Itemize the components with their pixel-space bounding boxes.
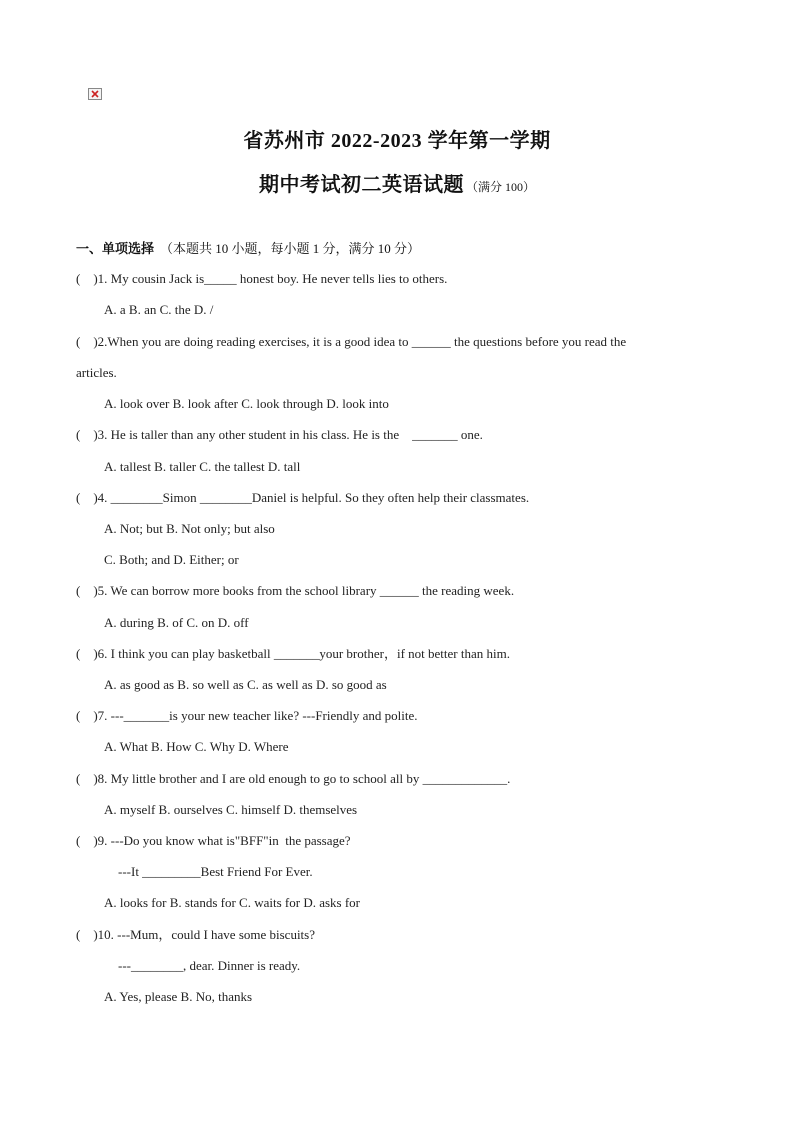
question-10: ( )10. ---Mum，could I have some biscuits? [76, 927, 316, 942]
question-2: ( )2.When you are doing reading exercises, it is a good idea to ______ the questions before you read the [76, 334, 627, 349]
question-7: ( )7. ---_______is your new teacher like? ---Friendly and polite. [76, 708, 418, 723]
question-2-cont: articles. [76, 365, 117, 380]
broken-image-icon [88, 88, 102, 100]
question-8: ( )8. My little brother and I are old enough to go to school all by _____________. [76, 771, 511, 786]
question-1: ( )1. My cousin Jack is_____ honest boy. He never tells lies to others. [76, 271, 448, 286]
question-1-options: A. a B. an C. the D. / [104, 302, 214, 317]
question-10-reply: ---________, dear. Dinner is ready. [118, 958, 301, 973]
question-4-options-b: C. Both; and D. Either; or [104, 552, 239, 567]
subtitle-main: 期中考试初二英语试题 [258, 174, 464, 196]
question-4-options-a: A. Not; but B. Not only; but also [104, 521, 275, 536]
question-8-options: A. myself B. ourselves C. himself D. themselves [104, 802, 358, 817]
score-note: （满分 100） [465, 180, 535, 194]
question-6: ( )6. I think you can play basketball _______your brother，if not better than him. [76, 646, 510, 661]
question-5: ( )5. We can borrow more books from the school library ______ the reading week. [76, 583, 515, 598]
section-heading [76, 238, 420, 257]
page-subtitle [0, 168, 794, 197]
question-9-options: A. looks for B. stands for C. waits for D. asks for [104, 895, 361, 910]
question-6-options: A. as good as B. so well as C. as well as D. so good as [104, 677, 387, 692]
page-title: 省苏州市 2022-2023 学年第一学期 [243, 130, 551, 152]
question-7-options: A. What B. How C. Why D. Where [104, 739, 289, 754]
question-2-options: A. look over B. look after C. look through D. look into [104, 396, 389, 411]
question-3-options: A. tallest B. taller C. the tallest D. tall [104, 459, 301, 474]
question-9: ( )9. ---Do you know what is"BFF"in the passage? [76, 833, 351, 848]
question-3: ( )3. He is taller than any other student in his class. He is the _______ one. [76, 427, 483, 442]
section-title: 一、单项选择 [76, 241, 155, 256]
section-note: （本题共 10 小题，每小题 1 分，满分 10 分） [160, 241, 421, 256]
question-9-reply: ---It _________Best Friend For Ever. [118, 864, 313, 879]
question-4: ( )4. ________Simon ________Daniel is helpful. So they often help their classmates. [76, 490, 530, 505]
question-10-options: A. Yes, please B. No, thanks [104, 989, 253, 1004]
question-5-options: A. during B. of C. on D. off [104, 615, 249, 630]
